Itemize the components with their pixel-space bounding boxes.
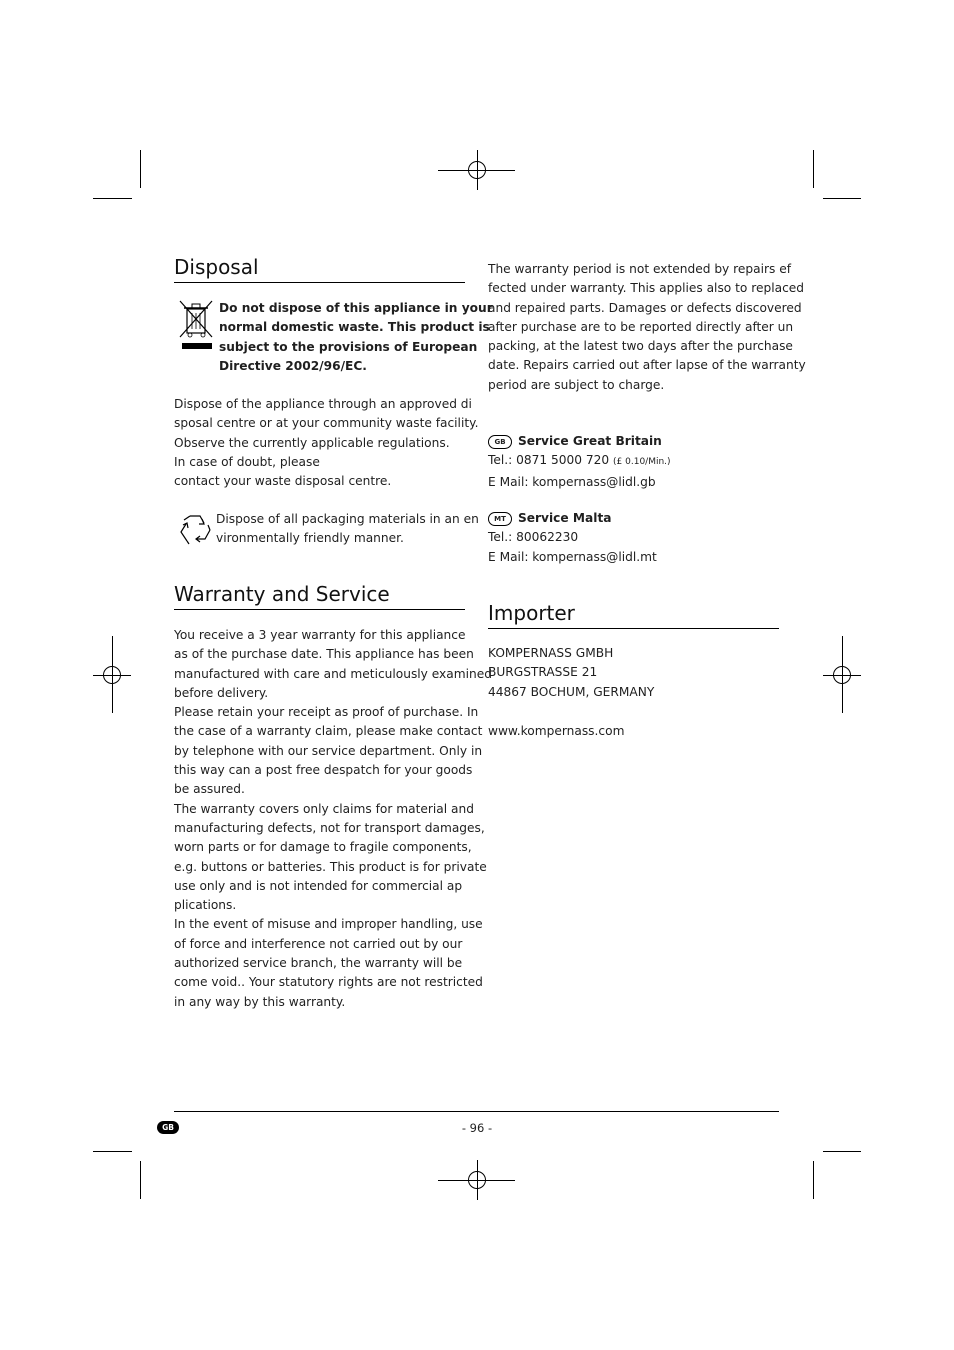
warranty-line: use only and is not intended for commercial ap bbox=[174, 878, 463, 893]
warranty-continued-line: period are subject to charge. bbox=[488, 377, 665, 392]
packaging-note bbox=[216, 510, 479, 549]
importer-line: KOMPERNASS GMBH bbox=[488, 646, 614, 660]
warranty-line: Please retain your receipt as proof of purchase. In bbox=[174, 705, 479, 720]
service-gb bbox=[488, 432, 671, 492]
disposal-body bbox=[174, 395, 478, 491]
service-mt-tel: Tel.: 80062230 bbox=[488, 530, 579, 545]
footer-rule bbox=[174, 1111, 779, 1112]
importer-website: www.kompernass.com bbox=[488, 724, 625, 738]
page-number: - 96 - bbox=[461, 1121, 493, 1135]
service-gb-tel-row bbox=[488, 451, 671, 472]
disposal-warning-line: subject to the provisions of European bbox=[219, 339, 478, 354]
warranty-continued-line: date. Repairs carried out after lapse of the warranty bbox=[488, 358, 806, 373]
service-gb-title: Service Great Britain bbox=[518, 434, 662, 448]
warranty-line: manufacturing defects, not for transport damages, bbox=[174, 820, 485, 835]
warranty-line: The warranty covers only claims for material and bbox=[174, 801, 474, 816]
warranty-line: come void.. Your statutory rights are not restricted bbox=[174, 975, 483, 990]
warranty-line: this way can a post free despatch for your goods bbox=[174, 763, 473, 778]
service-gb-tel: Tel.: 0871 5000 720 bbox=[488, 453, 610, 468]
warranty-line: before delivery. bbox=[174, 685, 269, 700]
warranty-heading: Warranty and Service bbox=[174, 581, 465, 610]
service-gb-email: E Mail: kompernass@lidl.gb bbox=[488, 474, 656, 489]
warranty-continued bbox=[488, 260, 806, 395]
warranty-line: You receive a 3 year warranty for this appliance bbox=[174, 628, 466, 642]
importer-line: BURGSTRASSE 21 bbox=[488, 665, 598, 680]
warranty-continued-line: The warranty period is not extended by repairs ef bbox=[488, 262, 792, 276]
disposal-warning bbox=[219, 299, 493, 376]
warranty-line: by telephone with our service department. Only in bbox=[174, 743, 483, 758]
recycling-icon bbox=[175, 510, 215, 550]
service-gb-tel-note: (£ 0.10/Min.) bbox=[613, 457, 671, 468]
warranty-line: plications. bbox=[174, 898, 237, 913]
disposal-body-line: sposal centre or at your community waste facility. bbox=[174, 416, 479, 431]
warranty-line: the case of a warranty claim, please make contact bbox=[174, 724, 483, 739]
warranty-line: manufactured with care and meticulously examined bbox=[174, 666, 492, 681]
service-mt-email: E Mail: kompernass@lidl.mt bbox=[488, 549, 657, 564]
disposal-body-line: In case of doubt, please bbox=[174, 454, 320, 469]
warranty-body bbox=[174, 626, 492, 1012]
disposal-warning-line: Do not dispose of this appliance in your bbox=[219, 301, 493, 315]
warranty-continued-line: fected under warranty. This applies also to replaced bbox=[488, 281, 805, 296]
warranty-line: In the event of misuse and improper handling, use bbox=[174, 917, 483, 932]
warranty-continued-line: and repaired parts. Damages or defects discovered bbox=[488, 300, 802, 315]
disposal-warning-line: Directive 2002/96/EC. bbox=[219, 358, 367, 373]
warranty-line: of force and interference not carried out by our bbox=[174, 936, 463, 951]
packaging-note-line: Dispose of all packaging materials in an en bbox=[216, 512, 479, 526]
footer-gb-badge-icon: GB bbox=[157, 1121, 179, 1134]
disposal-body-line: contact your waste disposal centre. bbox=[174, 474, 392, 489]
service-mt-title-row bbox=[488, 509, 657, 528]
disposal-body-line: Dispose of the appliance through an approved di bbox=[174, 397, 472, 411]
crossed-bin-icon bbox=[178, 299, 214, 353]
importer-heading: Importer bbox=[488, 600, 779, 629]
importer-line: 44867 BOCHUM, GERMANY bbox=[488, 684, 655, 699]
packaging-note-line: vironmentally friendly manner. bbox=[216, 531, 404, 546]
warranty-continued-line: after purchase are to be reported directly after un bbox=[488, 319, 794, 334]
warranty-line: as of the purchase date. This appliance has been bbox=[174, 647, 474, 662]
warranty-line: in any way by this warranty. bbox=[174, 994, 346, 1009]
gb-badge-icon: GB bbox=[488, 435, 512, 449]
warranty-line: authorized service branch, the warranty will be bbox=[174, 956, 463, 971]
service-mt-title: Service Malta bbox=[518, 511, 612, 525]
service-gb-title-row bbox=[488, 432, 671, 451]
service-mt bbox=[488, 509, 657, 567]
warranty-continued-line: packing, at the latest two days after the purchase bbox=[488, 339, 793, 354]
importer-address bbox=[488, 644, 654, 702]
warranty-line: be assured. bbox=[174, 782, 245, 797]
disposal-heading: Disposal bbox=[174, 254, 465, 283]
disposal-warning-line: normal domestic waste. This product is bbox=[219, 320, 490, 335]
disposal-body-line: Observe the currently applicable regulations. bbox=[174, 435, 450, 450]
warranty-line: e.g. buttons or batteries. This product is for private bbox=[174, 859, 487, 874]
mt-badge-icon: MT bbox=[488, 512, 512, 526]
warranty-line: worn parts or for damage to fragile components, bbox=[174, 840, 472, 855]
